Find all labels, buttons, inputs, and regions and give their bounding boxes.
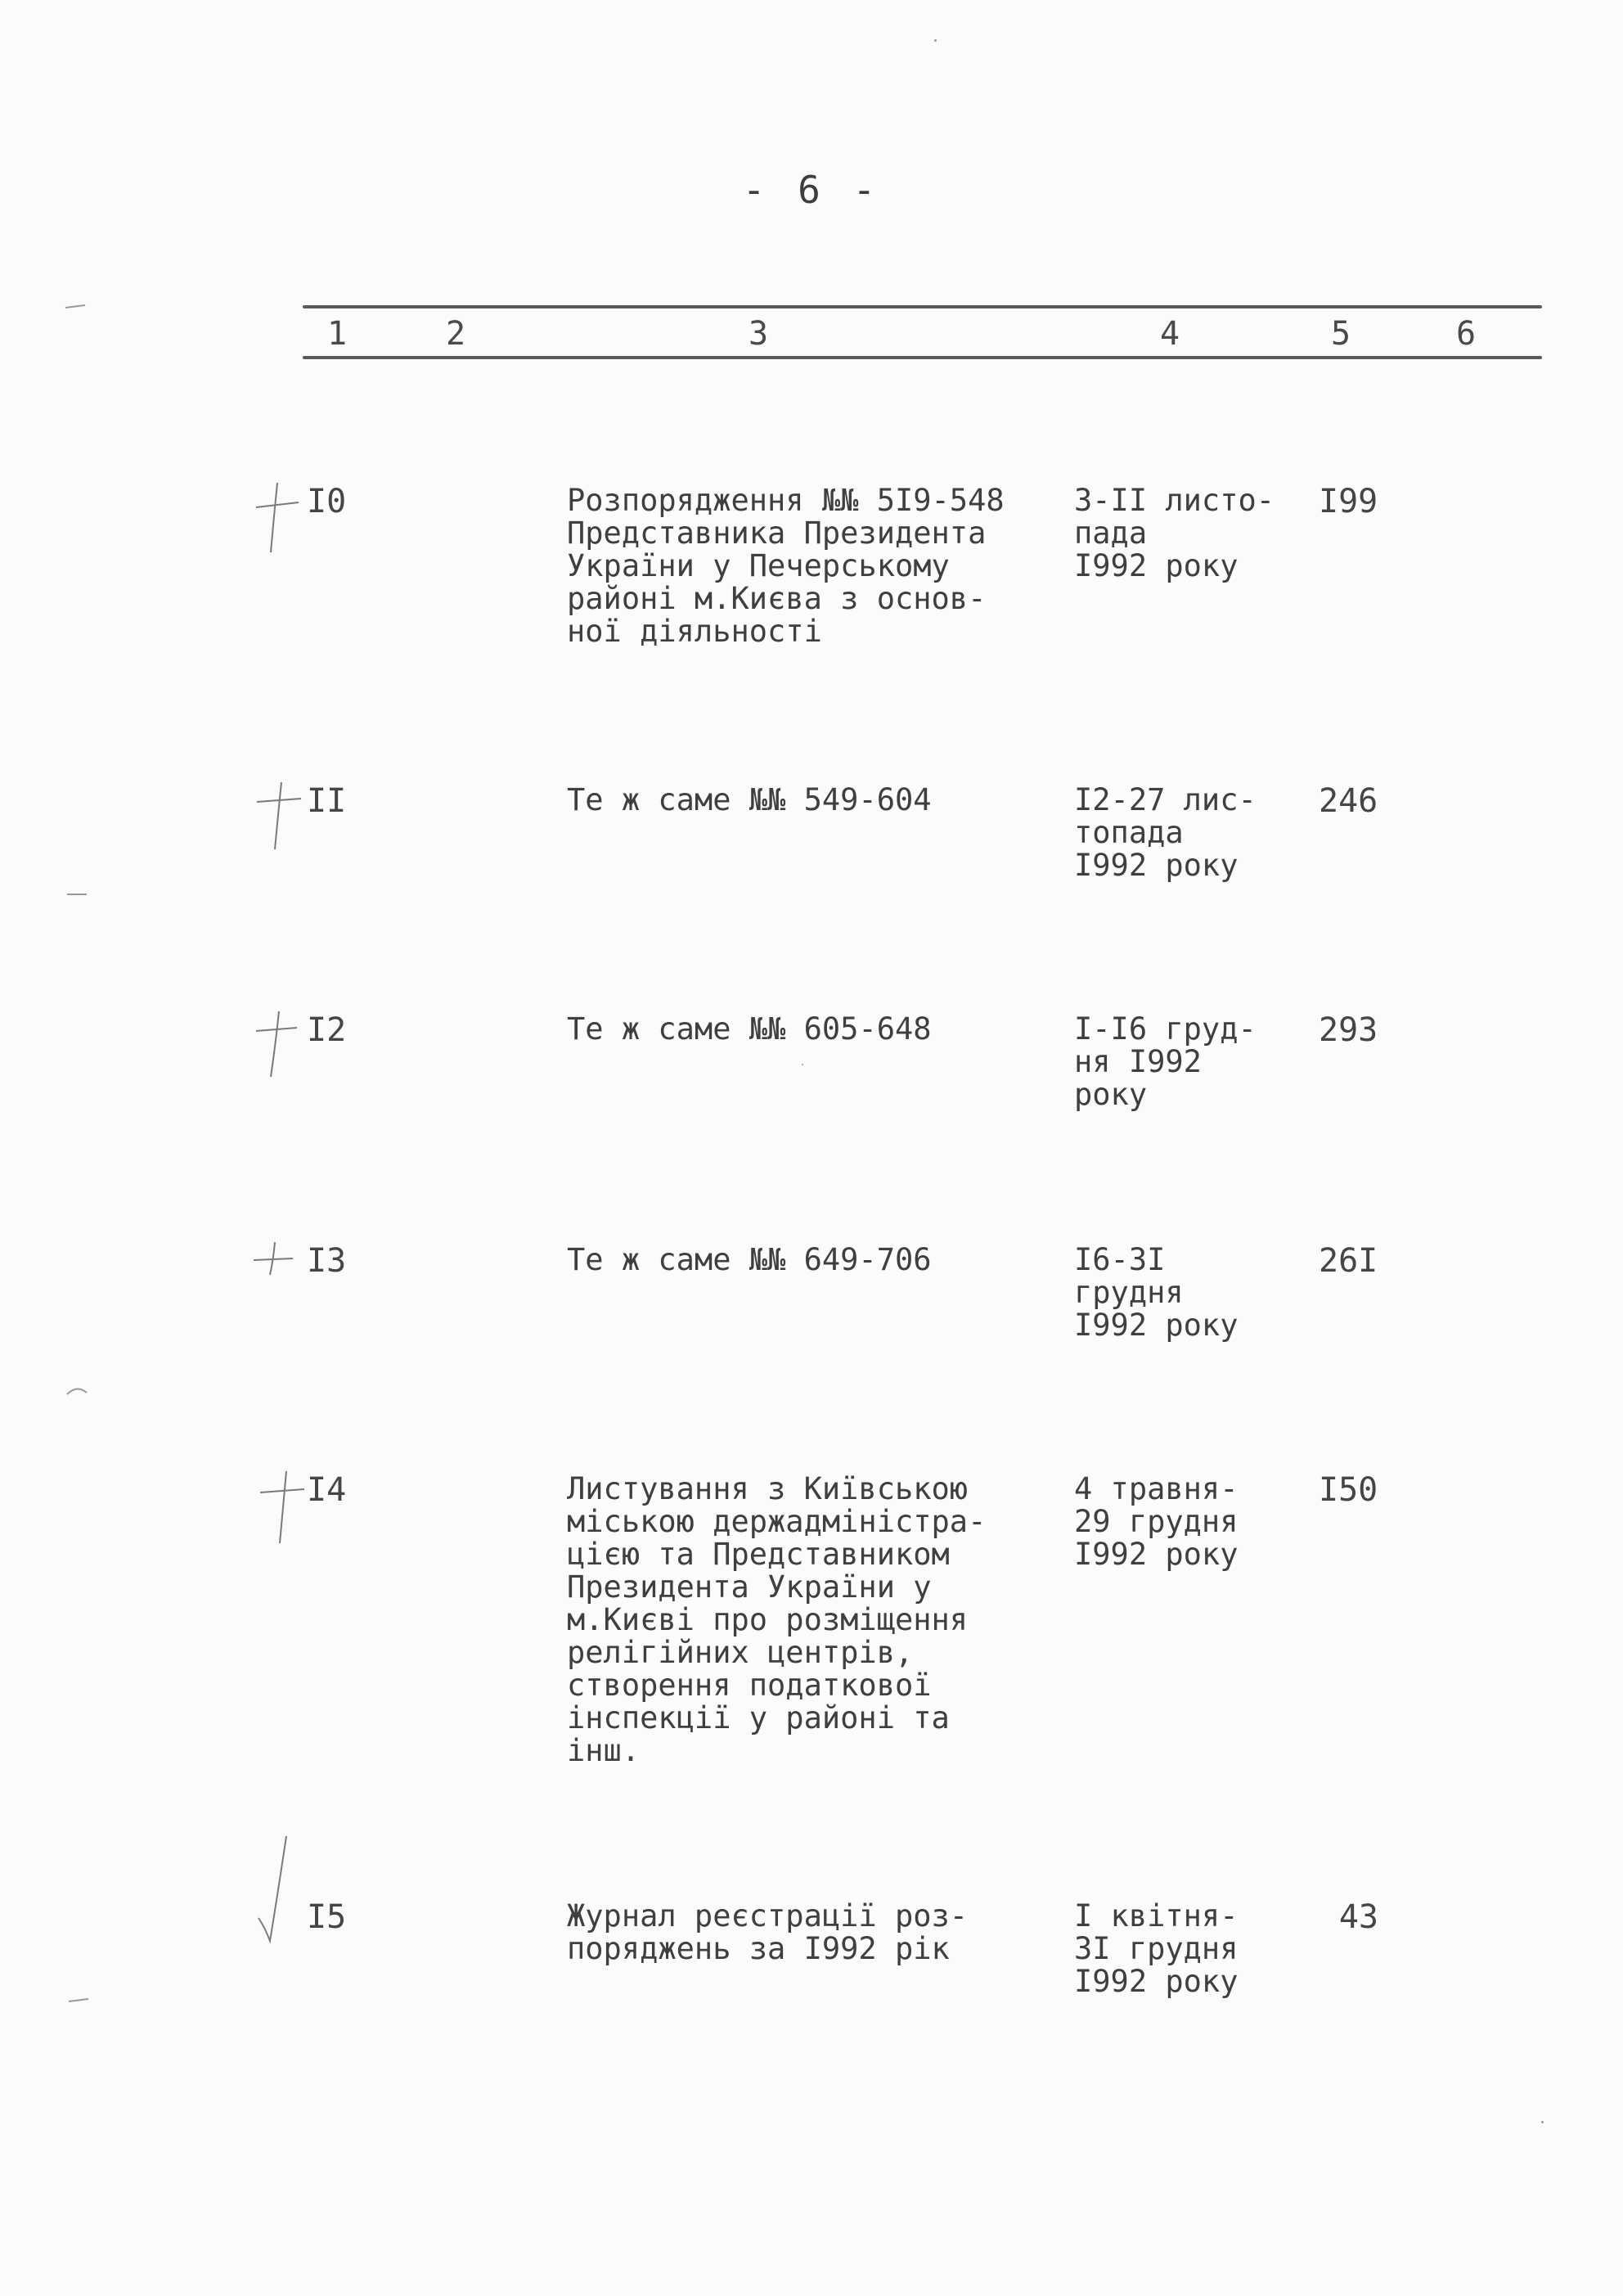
item-number: I4 [307,1471,347,1509]
checkmark-icon [245,1236,303,1293]
checkmark-icon [250,1006,307,1080]
column-header-3: 3 [749,315,769,353]
checkmark-icon [254,1828,311,1951]
page-number: - 6 - [742,168,881,212]
column-header-6: 6 [1456,315,1477,353]
item-number: I2 [307,1011,347,1049]
item-title: Журнал реєстрації роз- поряджень за I992 рік [567,1898,969,1966]
checkmark-icon [250,475,307,556]
item-number: I3 [307,1242,347,1280]
header-top-rule [303,305,1542,308]
scan-speck [802,1064,803,1065]
item-title: Те ж саме №№ 649-706 [567,1242,932,1277]
item-title: Те ж саме №№ 605-648 [567,1011,932,1047]
item-dates: 4 травня- 29 грудня I992 року [1074,1471,1239,1572]
checkmark-icon [255,1466,312,1548]
column-header-1: 1 [327,315,348,353]
item-dates: I-I6 груд- ня I992 року [1074,1011,1257,1112]
scan-mark [65,890,90,898]
scan-speck [934,39,937,42]
item-number: II [307,782,347,820]
item-sheets: 293 [1319,1011,1378,1049]
item-title: Листування з Київською міською держадміністра- цією та Представником Президента України у м.Києві про розміщення релігійних центрів, створення податкової інспекції у районі та інш. [567,1471,987,1768]
checkmark-icon [252,777,309,851]
item-dates: I6-3I грудня I992 року [1074,1242,1239,1343]
item-sheets: I50 [1319,1471,1378,1509]
item-sheets: 26I [1319,1242,1378,1280]
column-header-2: 2 [446,315,466,353]
item-sheets: 43 [1338,1898,1378,1936]
item-title: Розпорядження №№ 5I9-548 Представника Президента України у Печерському районі м.Києва з основ- ної діяльності [567,483,1005,649]
column-header-5: 5 [1331,315,1351,353]
item-number: I0 [307,483,347,520]
scan-mark [67,1997,92,2005]
item-dates: 3-II листо- пада I992 року [1074,483,1275,583]
item-dates: I квітня- 3I грудня I992 року [1074,1898,1239,1999]
item-dates: I2-27 лис- топада I992 року [1074,782,1257,883]
header-bottom-rule [303,356,1542,359]
scan-mark [65,1383,90,1399]
item-number: I5 [307,1898,347,1936]
scan-mark [64,303,88,311]
scan-speck [1541,2121,1544,2123]
item-title: Те ж саме №№ 549-604 [567,782,932,817]
column-header-4: 4 [1160,315,1180,353]
item-sheets: 246 [1319,782,1378,820]
item-sheets: I99 [1319,483,1378,520]
